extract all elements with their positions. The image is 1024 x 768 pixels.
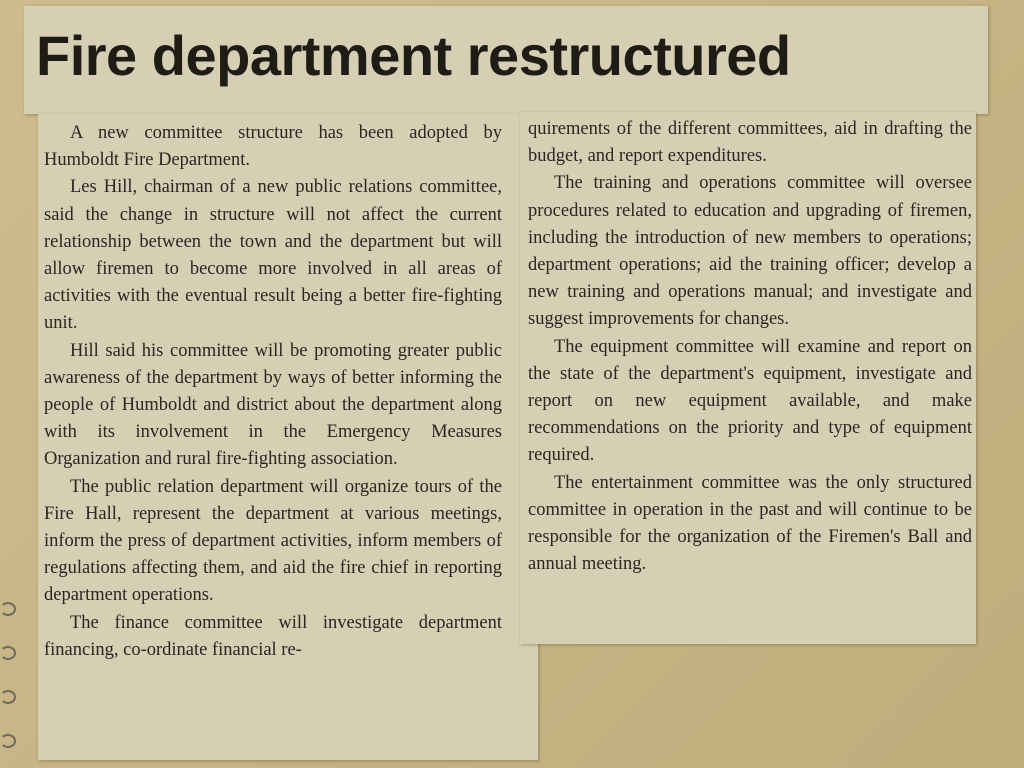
binder-ring (0, 690, 16, 704)
binder-ring (0, 734, 16, 748)
article-column-right (528, 116, 972, 578)
paragraph-entertainment-committee: The entertainment committee was the only structured committee in operation in the past and will continue to be responsible for the organization of the Firemen's Ball and annual meeting. (528, 472, 972, 575)
paragraph-finance-continued: quirements of the different committees, aid in drafting the budget, and report expenditures. (528, 119, 972, 167)
paragraph-finance-committee: The finance committee will investigate department financing, co-ordinate financial re- (44, 612, 502, 660)
paragraph-les-hill: Les Hill, chairman of a new public relations committee, said the change in structure will not affect the current relationship between the town and the department but will allow firemen to become more involved in all areas of activities with the eventual result being a better fire-fighting unit. (44, 177, 502, 334)
binder-ring (0, 602, 16, 616)
paragraph-public-awareness: Hill said his committee will be promoting greater public awareness of the department by ways of better informing the people of Humboldt and district about the department along with its involvement in the Emergency Measures Organization and rural fire-fighting association. (44, 340, 502, 470)
paragraph-public-relations-duties: The public relation department will organize tours of the Fire Hall, represent the department at various meetings, inform the press of department activities, inform members of regulations affecting them, and aid the fire chief in reporting department operations. (44, 476, 502, 606)
binder-ring (0, 646, 16, 660)
paragraph-equipment-committee: The equipment committee will examine and report on the state of the department's equipment, investigate and report on new equipment available, and make recommendations on the priority and type of equipment required. (528, 336, 972, 466)
article-headline: Fire department restructured (36, 24, 791, 87)
article-column-left (44, 120, 502, 664)
paragraph-intro: A new committee structure has been adopted by Humboldt Fire Department. (44, 123, 502, 171)
paragraph-training-committee: The training and operations committee will oversee procedures related to education and upgrading of firemen, including the introduction of new members to operations; department operations; aid the training officer; develop a new training and operations manual; and investigate and suggest improvements for changes. (528, 173, 972, 330)
